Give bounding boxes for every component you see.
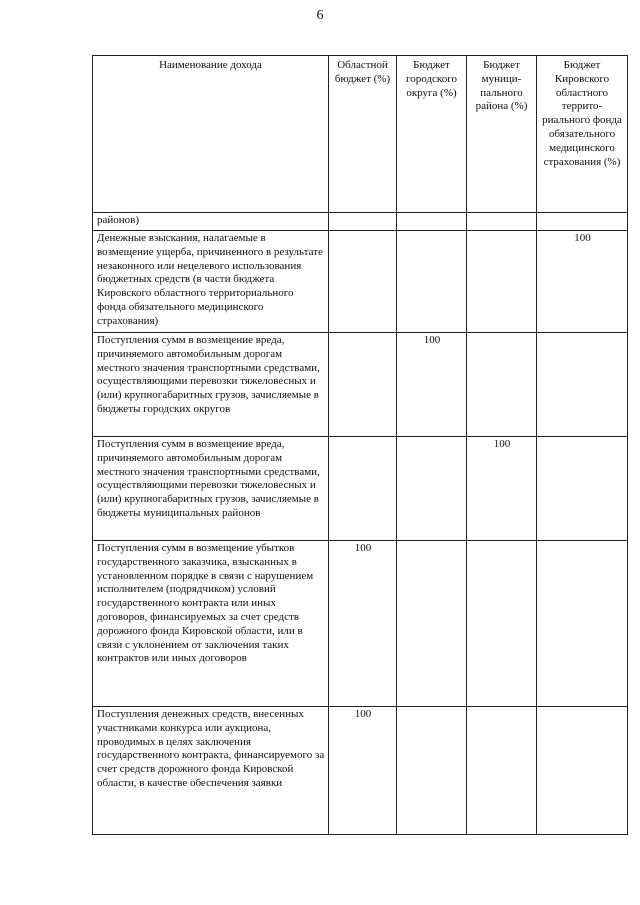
city-district-budget-cell <box>397 437 467 541</box>
header-regional-budget: Областной бюджет (%) <box>329 56 397 213</box>
header-medical-insurance-fund-budget: Бюджет Кировского областного террито-риального фонда обязательного медицинского страхования (%) <box>537 56 628 213</box>
municipal-district-budget-cell <box>467 213 537 231</box>
revenue-name-cell: районов) <box>93 213 329 231</box>
header-municipal-district-budget: Бюджет муници-пального района (%) <box>467 56 537 213</box>
regional-budget-cell <box>329 333 397 437</box>
revenue-name-cell: Поступления денежных средств, внесенных участниками конкурса или аукциона, проводимых в целях заключения государственного контракта, финансируемого за счет средств дорожного фонда Кировской области, в качестве обеспечения заявки <box>93 707 329 835</box>
revenue-distribution-table <box>92 55 628 835</box>
page-number: 6 <box>316 8 324 23</box>
table-row <box>93 707 628 835</box>
table-header-row <box>93 56 628 213</box>
medical-fund-budget-cell <box>537 707 628 835</box>
municipal-district-budget-cell <box>467 231 537 333</box>
medical-fund-budget-cell <box>537 541 628 707</box>
city-district-budget-cell <box>397 541 467 707</box>
city-district-budget-cell <box>397 707 467 835</box>
medical-fund-budget-cell: 100 <box>537 231 628 333</box>
regional-budget-cell: 100 <box>329 707 397 835</box>
table-row <box>93 437 628 541</box>
revenue-name-cell: Денежные взыскания, налагаемые в возмещение ущерба, причиненного в результате незаконного или нецелевого использования бюджетных средств (в части бюджета Кировского областного территориального фонда обязательного медицинского страхования) <box>93 231 329 333</box>
revenue-name-cell: Поступления сумм в возмещение вреда, причиняемого автомобильным дорогам местного значения транспортными средствами, осуществляющими перевозки тяжеловесных и (или) крупногабаритных грузов, зачисляемые в бюджеты городских округов <box>93 333 329 437</box>
regional-budget-cell <box>329 231 397 333</box>
table-row <box>93 213 628 231</box>
city-district-budget-cell <box>397 231 467 333</box>
header-city-district-budget: Бюджет городского округа (%) <box>397 56 467 213</box>
medical-fund-budget-cell <box>537 333 628 437</box>
medical-fund-budget-cell <box>537 213 628 231</box>
city-district-budget-cell: 100 <box>397 333 467 437</box>
municipal-district-budget-cell <box>467 333 537 437</box>
header-revenue-name: Наименование дохода <box>93 56 329 213</box>
municipal-district-budget-cell <box>467 707 537 835</box>
regional-budget-cell <box>329 437 397 541</box>
municipal-district-budget-cell <box>467 541 537 707</box>
regional-budget-cell: 100 <box>329 541 397 707</box>
regional-budget-cell <box>329 213 397 231</box>
city-district-budget-cell <box>397 213 467 231</box>
table-row <box>93 541 628 707</box>
table-row <box>93 333 628 437</box>
medical-fund-budget-cell <box>537 437 628 541</box>
revenue-name-cell: Поступления сумм в возмещение убытков государственного заказчика, взысканных в установленном порядке в связи с нарушением исполнителем (подрядчиком) условий государственного контракта или иных договоров, финансируемых за счет средств дорожного фонда Кировской области, или в связи с уклонением от заключения таких контрактов или иных договоров <box>93 541 329 707</box>
municipal-district-budget-cell: 100 <box>467 437 537 541</box>
revenue-name-cell: Поступления сумм в возмещение вреда, причиняемого автомобильным дорогам местного значения транспортными средствами, осуществляющими перевозки тяжеловесных и (или) крупногабаритных грузов, зачисляемые в бюджеты муниципальных районов <box>93 437 329 541</box>
table-row <box>93 231 628 333</box>
